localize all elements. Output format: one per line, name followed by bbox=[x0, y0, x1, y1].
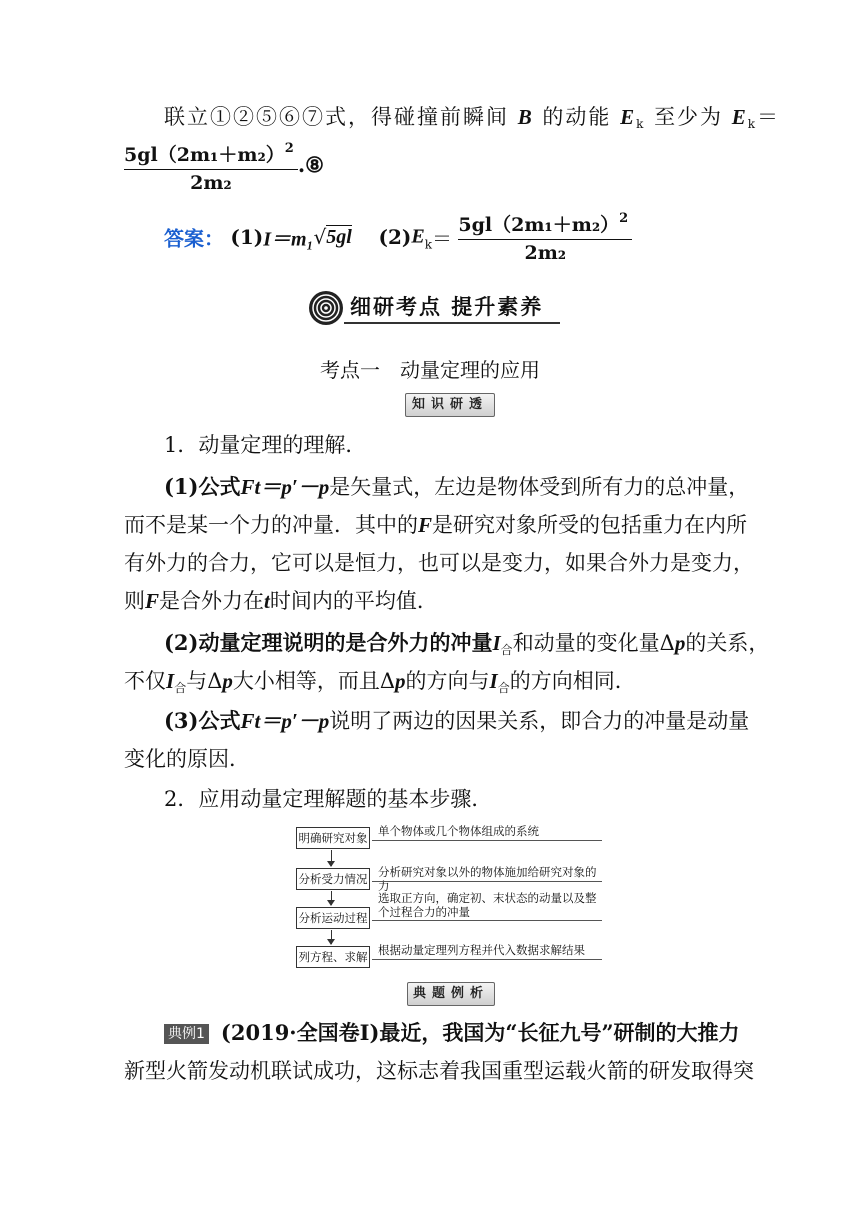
equation-marker: .⑧ bbox=[297, 152, 324, 177]
section-banner bbox=[306, 284, 556, 330]
flow-arrow-3 bbox=[331, 930, 332, 944]
formula-impulse: Ft＝p′－p bbox=[240, 475, 330, 499]
para-4-line-1 bbox=[164, 706, 749, 736]
para-2-line-4-c: 时间内的平均值． bbox=[269, 589, 438, 613]
para-3-line-2-e: 的方向相同． bbox=[509, 669, 636, 693]
flow-step-3-rule bbox=[372, 920, 602, 921]
para-3-line-2-b: 与Δ bbox=[186, 669, 223, 693]
sub-he-2: 合 bbox=[174, 681, 187, 695]
banner-title: 细研考点 提升素养 bbox=[344, 292, 560, 324]
sqrt-icon: √ bbox=[313, 225, 327, 249]
para-2-line-4-a: 则 bbox=[124, 589, 145, 613]
flow-step-1-rule bbox=[372, 840, 602, 841]
flow-step-3-box: 分析运动过程 bbox=[296, 907, 370, 929]
example-line-1 bbox=[164, 1018, 740, 1048]
var-i: I bbox=[492, 631, 501, 655]
answer-part2-sub: k bbox=[424, 237, 433, 252]
flow-step-4-box: 列方程、求解 bbox=[296, 946, 370, 968]
para-5-text: 2．应用动量定理解题的基本步骤． bbox=[164, 787, 493, 811]
var-f-2: F bbox=[145, 589, 160, 613]
flow-step-2-desc: 分析研究对象以外的物体施加给研究对象的力 bbox=[378, 865, 597, 893]
sub-k: k bbox=[636, 117, 646, 131]
para-2-line-3 bbox=[124, 548, 754, 578]
para-3-line-2-a: 不仅 bbox=[124, 669, 166, 693]
answer-part1: I＝m₁ bbox=[263, 228, 314, 251]
var-i-2: I bbox=[166, 669, 175, 693]
para-3-line-1 bbox=[164, 628, 769, 665]
para-2-text: 是矢量式，左边是物体受到所有力的总冲量， bbox=[329, 475, 750, 499]
equals-sign: ＝ bbox=[757, 105, 781, 129]
example-line-1-text: (2019·全国卷Ⅰ)最近，我国为“长征九号”研制的大推力 bbox=[220, 1020, 740, 1045]
spiral-icon bbox=[306, 288, 346, 328]
para-1 bbox=[164, 430, 366, 460]
para-4-line-2 bbox=[124, 744, 250, 774]
para-2-line-2-text: 而不是某一个力的冲量．其中的 bbox=[124, 513, 418, 537]
fraction-numerator: 5gl（2m₁＋m₂） bbox=[124, 144, 285, 166]
flow-step-1-desc: 单个物体或几个物体组成的系统 bbox=[378, 824, 539, 838]
fraction-denominator: 2m₂ bbox=[190, 172, 232, 194]
answer-fraction-denominator: 2m₂ bbox=[524, 242, 567, 264]
para-2-line-2 bbox=[124, 510, 747, 540]
derivation-text-end: 至少为 bbox=[654, 105, 724, 129]
answer-fraction-numerator: 5gl（2m₁＋m₂） bbox=[458, 214, 620, 236]
flow-step-4-rule bbox=[372, 959, 602, 960]
answer-equals: ＝ bbox=[432, 226, 453, 251]
tag-example: 典题例析 bbox=[407, 982, 495, 1006]
answer-part2-prefix: (2) bbox=[378, 225, 412, 249]
answer-line bbox=[164, 210, 632, 264]
para-2-line-2-text-b: 是研究对象所受的包括重力在内所 bbox=[432, 513, 748, 537]
example-line-2 bbox=[124, 1056, 754, 1086]
answer-superscript-2: 2 bbox=[619, 211, 629, 226]
var-t: t bbox=[264, 589, 270, 613]
para-2-line-3-text: 有外力的合力，它可以是恒力，也可以是变力，如果合外力是变力， bbox=[124, 551, 754, 575]
sub-k-2: k bbox=[747, 117, 758, 131]
para-2-line-1 bbox=[164, 472, 749, 502]
derivation-line bbox=[164, 102, 780, 139]
para-3-line-2-c: 大小相等，而且Δ bbox=[232, 669, 396, 693]
sub-he: 合 bbox=[500, 643, 513, 657]
answer-label: 答案： bbox=[164, 226, 224, 251]
derivation-text: 联立①②⑤⑥⑦式，得碰撞前瞬间 bbox=[164, 105, 509, 129]
para-3-line-2 bbox=[124, 666, 636, 703]
result-fraction bbox=[124, 140, 324, 194]
flow-step-3-desc: 选取正方向，确定初、末状态的动量以及整个过程合力的冲量 bbox=[378, 891, 597, 919]
var-i-3: I bbox=[489, 669, 498, 693]
var-p-3: p bbox=[395, 669, 406, 693]
example-line-2-text: 新型火箭发动机联试成功，这标志着我国重型运载火箭的研发取得突 bbox=[124, 1059, 754, 1083]
formula-impulse-2: Ft＝p′－p bbox=[240, 709, 330, 733]
para-2-line-4 bbox=[124, 586, 438, 616]
section-title: 考点一 动量定理的应用 bbox=[320, 358, 540, 382]
para-5 bbox=[164, 784, 492, 814]
para-2-prefix: (1)公式 bbox=[164, 474, 241, 499]
flow-step-4-desc: 根据动量定理列方程并代入数据求解结果 bbox=[378, 943, 585, 957]
sqrt-content: 5gl bbox=[326, 225, 352, 248]
example-badge: 典例1 bbox=[164, 1024, 209, 1044]
derivation-text-mid: 的动能 bbox=[542, 105, 612, 129]
var-p-2: p bbox=[222, 669, 233, 693]
var-b: B bbox=[517, 105, 534, 129]
flow-step-2-rule bbox=[372, 881, 602, 882]
para-3-line-2-d: 的方向与 bbox=[405, 669, 490, 693]
var-ek: E bbox=[620, 105, 637, 129]
var-ek-2: E bbox=[731, 105, 748, 129]
para-1-text: 1．动量定理的理解． bbox=[164, 433, 367, 457]
flow-arrow-2 bbox=[331, 891, 332, 905]
para-3-prefix: (2)动量定理说明的是合外力的冲量 bbox=[164, 630, 493, 655]
para-3-text-c: 的关系， bbox=[685, 631, 770, 655]
para-3-text-b: 和动量的变化量Δ bbox=[512, 631, 675, 655]
var-p: p bbox=[674, 631, 686, 655]
sub-he-3: 合 bbox=[497, 681, 510, 695]
flow-step-2-box: 分析受力情况 bbox=[296, 868, 370, 890]
flow-step-1-box: 明确研究对象 bbox=[296, 827, 370, 849]
tag-knowledge: 知识研透 bbox=[405, 393, 495, 417]
answer-part1-prefix: (1) bbox=[230, 225, 264, 249]
para-4-text: 说明了两边的因果关系，即合力的冲量是动量 bbox=[329, 709, 750, 733]
para-4-prefix: (3)公式 bbox=[164, 708, 241, 733]
para-2-line-4-b: 是合外力在 bbox=[159, 589, 265, 613]
para-4-line-2-text: 变化的原因． bbox=[124, 747, 250, 771]
var-f: F bbox=[418, 513, 433, 537]
superscript-2: 2 bbox=[284, 141, 294, 156]
answer-part2-var: E bbox=[411, 225, 425, 248]
flow-arrow-1 bbox=[331, 850, 332, 866]
